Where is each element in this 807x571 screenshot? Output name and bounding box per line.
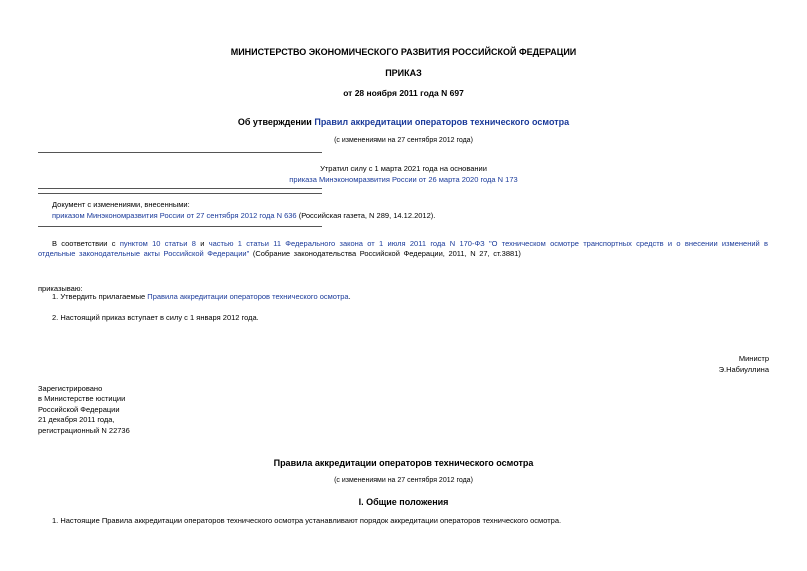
order-item-rules-link[interactable]: Правила аккредитации операторов технического осмотра xyxy=(147,292,349,301)
signature-role: Министр xyxy=(738,354,769,363)
preamble-paragraph xyxy=(38,239,768,259)
rules-amendments: (с изменениями на 27 сентября 2012 года) xyxy=(334,477,473,484)
preamble-link-article8[interactable]: пунктом 10 статьи 8 xyxy=(119,239,196,248)
registration-line: регистрационный N 22736 xyxy=(38,425,130,435)
expired-notice: Утратил силу с 1 марта 2021 года на основании xyxy=(320,164,487,173)
document-amendments: (с изменениями на 27 сентября 2012 года) xyxy=(334,137,473,144)
expired-notice-link[interactable]: приказа Минэкономразвития России от 26 марта 2020 года N 173 xyxy=(289,175,518,184)
rules-section-heading: I. Общие положения xyxy=(358,497,449,507)
preamble-text: и xyxy=(195,239,209,248)
order-item-text: . xyxy=(348,292,351,301)
order-item-1 xyxy=(52,292,351,302)
preamble-text: В соответствии с xyxy=(52,239,120,248)
document-title xyxy=(0,116,807,128)
document-title-link[interactable]: Правил аккредитации операторов технического осмотра xyxy=(314,117,570,127)
registration-block xyxy=(38,384,130,436)
document-date-number: от 28 ноября 2011 года N 697 xyxy=(343,88,464,98)
preamble-link-federal-law[interactable]: частью 1 статьи 11 Федерального закона от 1 июля 2011 года N 170-ФЗ "О техническом осмотре транспортных средств и о внесении изменений в отдельные законодательные акты Российской Федерации" xyxy=(38,239,769,259)
changes-entry xyxy=(52,211,435,221)
rules-item-1: 1. Настоящие Правила аккредитации операторов технического осмотра устанавливают порядок аккредитации операторов технического осмотра. xyxy=(52,516,562,525)
divider xyxy=(38,193,322,194)
changes-order-link[interactable]: приказом Минэкономразвития России от 27 сентября 2012 года N 636 xyxy=(52,211,297,220)
preamble-text: (Собрание законодательства Российской Федерации, 2011, N 27, ст.3881) xyxy=(249,249,521,259)
order-item-2: 2. Настоящий приказ вступает в силу с 1 января 2012 года. xyxy=(52,313,259,322)
rules-title: Правила аккредитации операторов технического осмотра xyxy=(273,458,534,468)
registration-line: Зарегистрировано xyxy=(38,384,103,393)
document-title-prefix: Об утверждении xyxy=(237,117,315,127)
order-item-text: 1. Утвердить прилагаемые xyxy=(52,292,148,301)
registration-line: 21 декабря 2011 года, xyxy=(38,415,115,425)
divider xyxy=(38,152,322,153)
ministry-name: МИНИСТЕРСТВО ЭКОНОМИЧЕСКОГО РАЗВИТИЯ РОССИЙСКОЙ ФЕДЕРАЦИИ xyxy=(230,47,577,57)
divider xyxy=(38,226,322,227)
orders-label: приказываю: xyxy=(38,284,83,293)
divider xyxy=(38,188,322,189)
signature-name: Э.Набиуллина xyxy=(718,365,769,374)
registration-line: Российской Федерации xyxy=(38,404,120,414)
changes-source: (Российская газета, N 289, 14.12.2012). xyxy=(296,211,436,220)
changes-label: Документ с изменениями, внесенными: xyxy=(52,200,190,209)
document-type: ПРИКАЗ xyxy=(385,68,422,78)
registration-line: в Министерстве юстиции xyxy=(38,394,126,404)
